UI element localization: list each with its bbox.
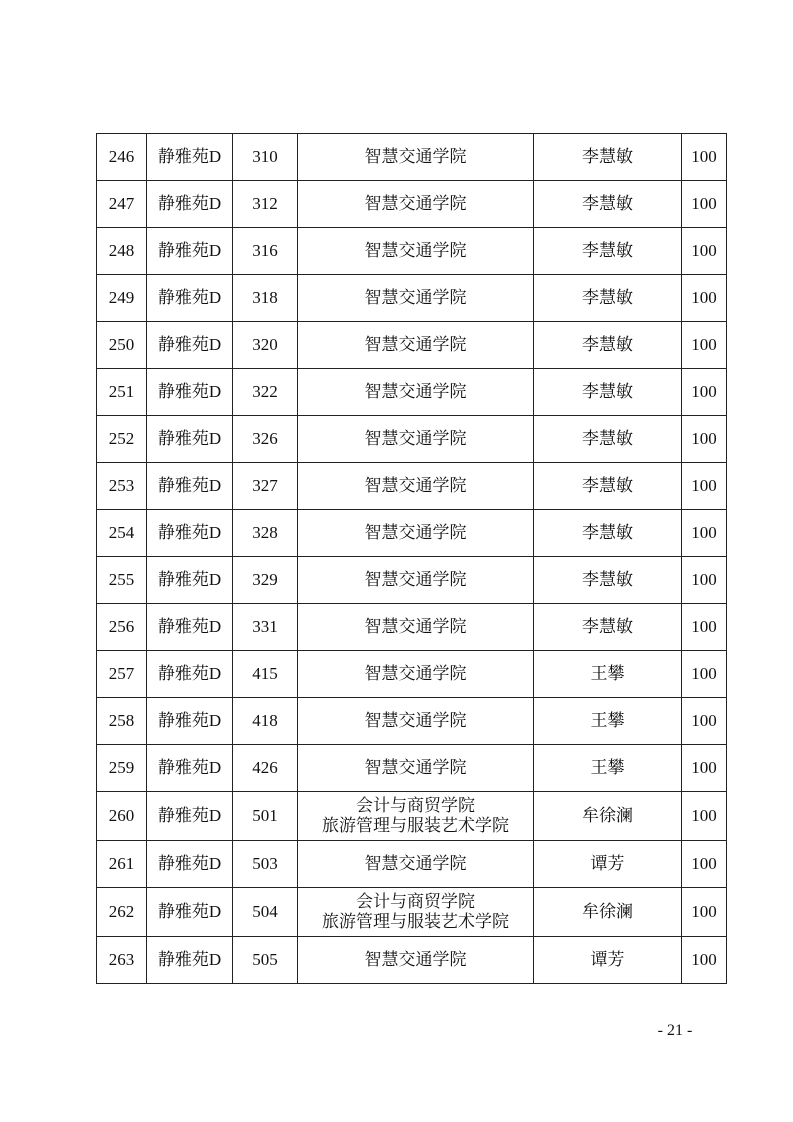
room-number-cell: 326 xyxy=(233,416,298,463)
college-cell xyxy=(298,228,534,275)
score-cell: 100 xyxy=(682,745,727,792)
score-cell: 100 xyxy=(682,369,727,416)
row-number-cell: 248 xyxy=(97,228,147,275)
college-cell xyxy=(298,792,534,841)
college-name: 智慧交通学院 xyxy=(364,147,467,166)
college-cell xyxy=(298,745,534,792)
score-cell: 100 xyxy=(682,557,727,604)
room-number-cell: 329 xyxy=(233,557,298,604)
row-number-cell: 262 xyxy=(97,888,147,937)
college-name: 智慧交通学院 xyxy=(364,664,467,683)
building-cell: 静雅苑D xyxy=(147,651,233,698)
room-number-cell: 418 xyxy=(233,698,298,745)
building-cell: 静雅苑D xyxy=(147,322,233,369)
table-row xyxy=(97,604,727,651)
college-name: 智慧交通学院 xyxy=(364,711,467,730)
room-number-cell: 318 xyxy=(233,275,298,322)
college-name: 旅游管理与服装艺术学院 xyxy=(322,816,509,835)
building-cell: 静雅苑D xyxy=(147,463,233,510)
building-cell: 静雅苑D xyxy=(147,228,233,275)
building-cell: 静雅苑D xyxy=(147,698,233,745)
score-cell: 100 xyxy=(682,181,727,228)
page-number: - 21 - xyxy=(657,1022,693,1039)
room-number-cell: 503 xyxy=(233,841,298,888)
score-cell: 100 xyxy=(682,937,727,984)
room-number-cell: 310 xyxy=(233,134,298,181)
responsible-person-cell: 牟徐澜 xyxy=(534,792,682,841)
row-number-cell: 260 xyxy=(97,792,147,841)
college-cell xyxy=(298,416,534,463)
room-number-cell: 320 xyxy=(233,322,298,369)
building-cell: 静雅苑D xyxy=(147,745,233,792)
college-name: 旅游管理与服装艺术学院 xyxy=(322,912,509,931)
college-cell xyxy=(298,888,534,937)
table-row xyxy=(97,792,727,841)
college-name: 会计与商贸学院 xyxy=(356,796,475,815)
college-cell xyxy=(298,698,534,745)
responsible-person-cell: 谭芳 xyxy=(534,841,682,888)
college-name: 智慧交通学院 xyxy=(364,758,467,777)
building-cell: 静雅苑D xyxy=(147,275,233,322)
table-row xyxy=(97,369,727,416)
row-number-cell: 250 xyxy=(97,322,147,369)
row-number-cell: 246 xyxy=(97,134,147,181)
table-row xyxy=(97,322,727,369)
score-cell: 100 xyxy=(682,416,727,463)
row-number-cell: 252 xyxy=(97,416,147,463)
table-row xyxy=(97,745,727,792)
college-cell xyxy=(298,275,534,322)
table-row xyxy=(97,557,727,604)
responsible-person-cell: 李慧敏 xyxy=(534,416,682,463)
room-number-cell: 328 xyxy=(233,510,298,557)
responsible-person-cell: 李慧敏 xyxy=(534,181,682,228)
responsible-person-cell: 王攀 xyxy=(534,745,682,792)
score-cell: 100 xyxy=(682,275,727,322)
building-cell: 静雅苑D xyxy=(147,604,233,651)
row-number-cell: 253 xyxy=(97,463,147,510)
college-cell xyxy=(298,604,534,651)
row-number-cell: 255 xyxy=(97,557,147,604)
room-number-cell: 501 xyxy=(233,792,298,841)
building-cell: 静雅苑D xyxy=(147,416,233,463)
college-cell xyxy=(298,557,534,604)
college-cell xyxy=(298,463,534,510)
college-name: 智慧交通学院 xyxy=(364,617,467,636)
table-row xyxy=(97,416,727,463)
college-name: 会计与商贸学院 xyxy=(356,892,475,911)
building-cell: 静雅苑D xyxy=(147,888,233,937)
room-number-cell: 322 xyxy=(233,369,298,416)
college-name: 智慧交通学院 xyxy=(364,241,467,260)
room-number-cell: 331 xyxy=(233,604,298,651)
college-name: 智慧交通学院 xyxy=(364,570,467,589)
dormitory-score-table xyxy=(96,133,727,984)
score-cell: 100 xyxy=(682,463,727,510)
responsible-person-cell: 李慧敏 xyxy=(534,463,682,510)
row-number-cell: 254 xyxy=(97,510,147,557)
building-cell: 静雅苑D xyxy=(147,792,233,841)
score-cell: 100 xyxy=(682,698,727,745)
college-cell xyxy=(298,369,534,416)
score-cell: 100 xyxy=(682,322,727,369)
table-row xyxy=(97,510,727,557)
room-number-cell: 316 xyxy=(233,228,298,275)
score-cell: 100 xyxy=(682,510,727,557)
responsible-person-cell: 谭芳 xyxy=(534,937,682,984)
college-cell xyxy=(298,937,534,984)
building-cell: 静雅苑D xyxy=(147,841,233,888)
college-name: 智慧交通学院 xyxy=(364,382,467,401)
college-name: 智慧交通学院 xyxy=(364,950,467,969)
responsible-person-cell: 李慧敏 xyxy=(534,604,682,651)
room-number-cell: 327 xyxy=(233,463,298,510)
score-cell: 100 xyxy=(682,228,727,275)
score-cell: 100 xyxy=(682,841,727,888)
row-number-cell: 256 xyxy=(97,604,147,651)
college-name: 智慧交通学院 xyxy=(364,335,467,354)
table-row xyxy=(97,275,727,322)
building-cell: 静雅苑D xyxy=(147,181,233,228)
score-cell: 100 xyxy=(682,651,727,698)
row-number-cell: 251 xyxy=(97,369,147,416)
responsible-person-cell: 李慧敏 xyxy=(534,510,682,557)
score-cell: 100 xyxy=(682,888,727,937)
responsible-person-cell: 李慧敏 xyxy=(534,557,682,604)
table-row xyxy=(97,134,727,181)
room-number-cell: 505 xyxy=(233,937,298,984)
score-cell: 100 xyxy=(682,134,727,181)
row-number-cell: 247 xyxy=(97,181,147,228)
row-number-cell: 258 xyxy=(97,698,147,745)
college-name: 智慧交通学院 xyxy=(364,429,467,448)
building-cell: 静雅苑D xyxy=(147,510,233,557)
college-cell xyxy=(298,322,534,369)
college-cell xyxy=(298,134,534,181)
responsible-person-cell: 李慧敏 xyxy=(534,134,682,181)
responsible-person-cell: 王攀 xyxy=(534,651,682,698)
table-row xyxy=(97,228,727,275)
college-name: 智慧交通学院 xyxy=(364,476,467,495)
score-cell: 100 xyxy=(682,604,727,651)
row-number-cell: 259 xyxy=(97,745,147,792)
college-name: 智慧交通学院 xyxy=(364,523,467,542)
table-row xyxy=(97,181,727,228)
room-number-cell: 504 xyxy=(233,888,298,937)
responsible-person-cell: 李慧敏 xyxy=(534,275,682,322)
building-cell: 静雅苑D xyxy=(147,369,233,416)
responsible-person-cell: 李慧敏 xyxy=(534,228,682,275)
row-number-cell: 261 xyxy=(97,841,147,888)
table-row xyxy=(97,651,727,698)
row-number-cell: 249 xyxy=(97,275,147,322)
college-name: 智慧交通学院 xyxy=(364,854,467,873)
row-number-cell: 257 xyxy=(97,651,147,698)
responsible-person-cell: 李慧敏 xyxy=(534,322,682,369)
score-cell: 100 xyxy=(682,792,727,841)
table-row xyxy=(97,888,727,937)
table-row xyxy=(97,463,727,510)
building-cell: 静雅苑D xyxy=(147,557,233,604)
table-body xyxy=(97,134,727,984)
college-cell xyxy=(298,651,534,698)
room-number-cell: 415 xyxy=(233,651,298,698)
college-cell xyxy=(298,841,534,888)
row-number-cell: 263 xyxy=(97,937,147,984)
college-name: 智慧交通学院 xyxy=(364,288,467,307)
responsible-person-cell: 李慧敏 xyxy=(534,369,682,416)
responsible-person-cell: 牟徐澜 xyxy=(534,888,682,937)
room-number-cell: 426 xyxy=(233,745,298,792)
table-row xyxy=(97,937,727,984)
room-number-cell: 312 xyxy=(233,181,298,228)
college-cell xyxy=(298,510,534,557)
responsible-person-cell: 王攀 xyxy=(534,698,682,745)
table-row xyxy=(97,698,727,745)
college-name: 智慧交通学院 xyxy=(364,194,467,213)
table-row xyxy=(97,841,727,888)
building-cell: 静雅苑D xyxy=(147,134,233,181)
college-cell xyxy=(298,181,534,228)
building-cell: 静雅苑D xyxy=(147,937,233,984)
